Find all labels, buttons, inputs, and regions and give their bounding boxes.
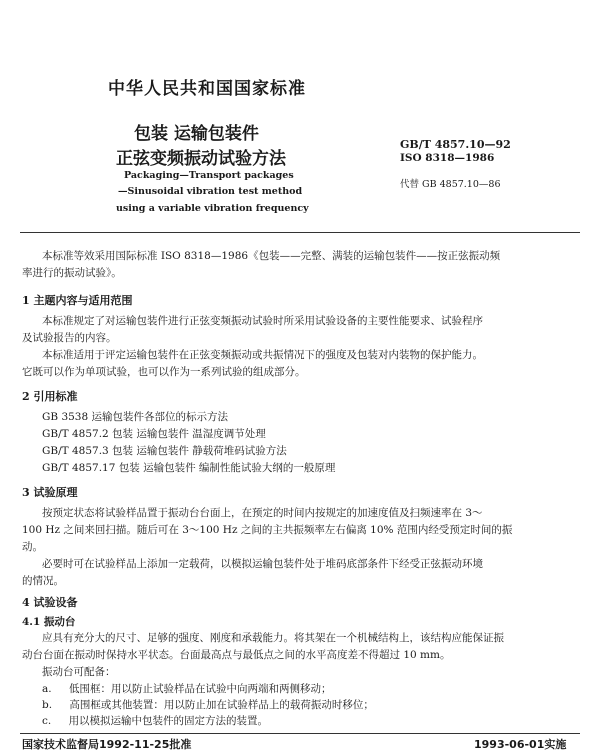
intro-line2: 率进行的振动试验》。 (22, 267, 122, 279)
standard-code-gb: GB/T 4857.10—92 (400, 138, 511, 151)
section-3-p1-line3: 动。 (22, 541, 43, 553)
list-item-label: a. (42, 683, 52, 695)
intro-line1: 本标准等效采用国际标准 ISO 8318—1986《包装——完整、满装的运输包装件——按正弦振动频 (42, 250, 501, 262)
section-4-p2: 振动台可配备： (42, 666, 116, 678)
approval-date: 国家技术监督局1992-11-25批准 (22, 738, 192, 751)
section-4-heading: 4 试验设备 (22, 596, 78, 609)
title-cn-line2: 正弦变频振动试验方法 (116, 149, 286, 169)
list-item-text: 低围框：用以防止试验样品在试验中向两端和两侧移动； (68, 683, 332, 695)
subsection-4-1-heading: 4.1 振动台 (22, 616, 76, 628)
standard-code-iso: ISO 8318—1986 (400, 152, 495, 164)
section-1-heading: 1 主题内容与适用范围 (22, 294, 133, 307)
list-item-label: c. (42, 715, 52, 727)
section-4-p1-line2: 动台台面在振动时保持水平状态。台面最高点与最低点之间的水平高度差不得超过 10 mm。 (22, 649, 451, 661)
section-1-p2-line1: 本标准适用于评定运输包装件在正弦变频振动或共振情况下的强度及包装对内装物的保护能力。 (42, 349, 483, 361)
section-3-p1-line1: 按预定状态将试验样品置于振动台台面上，在预定的时间内按规定的加速度值及扫频速率在 3～ (42, 507, 483, 519)
header-divider (20, 232, 580, 233)
reference-item: GB 3538 运输包装件各部位的标示方法 (42, 411, 229, 423)
section-3-p2-line1: 必要时可在试验样品上添加一定载荷，以模拟运输包装件处于堆码底部条件下经受正弦振动环境 (42, 558, 483, 570)
reference-item: GB/T 4857.2 包装 运输包装件 温湿度调节处理 (42, 428, 266, 440)
section-3-p2-line2: 的情况。 (22, 575, 64, 587)
list-item-text: 高围框或其他装置：用以防止加在试验样品上的载荷振动时移位； (69, 699, 374, 711)
section-3-heading: 3 试验原理 (22, 486, 78, 499)
title-en-line2: —Sinusoidal vibration test method (118, 186, 303, 197)
reference-item: GB/T 4857.3 包装 运输包装件 静载荷堆码试验方法 (42, 445, 287, 457)
replaces-note: 代替 GB 4857.10—86 (400, 179, 501, 190)
list-item-a (42, 681, 331, 698)
title-en-line1: Packaging—Transport packages (124, 170, 294, 181)
section-1-p2-line2: 它既可以作为单项试验，也可以作为一系列试验的组成部分。 (22, 366, 306, 378)
section-4-p1-line1: 应具有充分大的尺寸、足够的强度、刚度和承载能力。将其架在一个机械结构上，该结构应能保证振 (42, 632, 504, 644)
title-en-line3: using a variable vibration frequency (116, 203, 309, 214)
section-2-heading: 2 引用标准 (22, 390, 78, 403)
reference-item: GB/T 4857.17 包装 运输包装件 编制性能试验大纲的一般原理 (42, 462, 336, 474)
standard-header: 中华人民共和国国家标准 (108, 79, 306, 99)
list-item-label: b. (42, 699, 53, 711)
section-3-p1-line2: 100 Hz 之间来回扫描。随后可在 3～100 Hz 之间的主共振频率左右偏离 10% 范围内经受预定时间的振 (22, 524, 513, 536)
list-item-c (42, 713, 268, 730)
footer-divider (20, 733, 580, 734)
section-1-p1-line2: 及试验报告的内容。 (22, 332, 117, 344)
section-1-p1-line1: 本标准规定了对运输包装件进行正弦变频振动试验时所采用试验设备的主要性能要求、试验程序 (42, 315, 483, 327)
list-item-text: 用以模拟运输中包装件的固定方法的装置。 (68, 715, 269, 727)
list-item-b (42, 697, 374, 714)
effective-date: 1993-06-01实施 (474, 738, 567, 751)
title-cn-line1: 包装 运输包装件 (134, 124, 259, 144)
